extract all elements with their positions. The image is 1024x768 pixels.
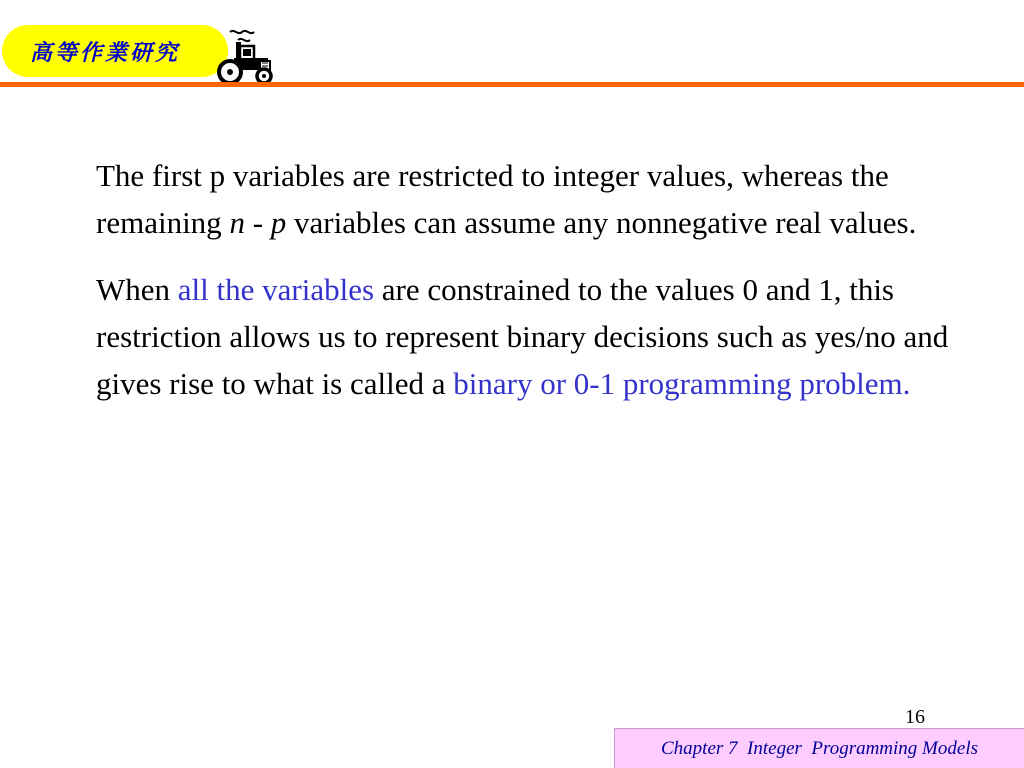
highlight-binary-problem: binary or 0-1 programming problem. — [453, 366, 911, 401]
chapter-footer — [614, 728, 1024, 768]
chapter-label: Chapter 7 Integer Programming Models — [661, 737, 978, 759]
variable-p: p — [270, 205, 287, 240]
highlight-all-variables: all the variables — [177, 272, 375, 307]
paragraph-binary-programming — [96, 266, 966, 407]
header-divider — [0, 82, 1024, 87]
header-badge-title: 高等作業研究 — [30, 40, 181, 66]
tractor-icon — [216, 28, 276, 86]
header-badge — [2, 25, 228, 77]
paragraph-integer-variables — [96, 152, 966, 246]
paragraph-text: The first p variables are restricted to integer values, whereas the remaining — [96, 158, 889, 240]
paragraph-text: variables can assume any nonnegative real values. — [286, 205, 917, 240]
paragraph-text: are constrained to the values 0 and 1, this restriction allows us to represent binary decisions such as yes/no and gives rise to what is called a — [96, 272, 949, 401]
paragraph-text: When — [96, 272, 178, 307]
slide-body — [96, 152, 966, 427]
variable-n: n — [229, 205, 245, 240]
page-number: 16 — [905, 706, 925, 728]
minus-sign: - — [244, 205, 271, 240]
